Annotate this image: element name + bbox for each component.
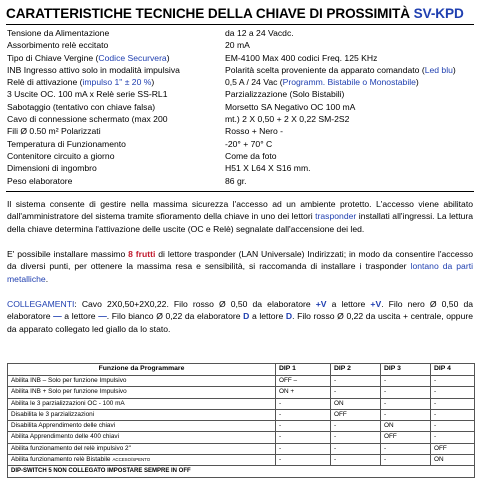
spec-value: -20° + 70° C bbox=[225, 138, 273, 149]
header-dip4: DIP 4 bbox=[431, 364, 475, 376]
spec-label: Dimensioni di ingombro bbox=[7, 163, 97, 174]
table-row bbox=[8, 409, 475, 420]
header-dip3: DIP 3 bbox=[381, 364, 431, 376]
spec-value: 0,5 A / 24 Vac (Programm. Bistabile o Monostabile) bbox=[225, 77, 419, 88]
table-row bbox=[8, 376, 475, 387]
spec-value: Come da foto bbox=[225, 150, 277, 161]
function-cell: Abilita le 3 parzializzazioni OC - 100 mA bbox=[8, 398, 276, 409]
dip3-cell: ON bbox=[381, 421, 431, 432]
spec-row bbox=[7, 39, 477, 51]
dip1-cell: - bbox=[276, 409, 331, 420]
spec-value: 86 gr. bbox=[225, 175, 247, 186]
dip2-cell: - bbox=[331, 455, 381, 466]
trasponder-link: trasponder bbox=[315, 211, 357, 222]
spec-row bbox=[7, 125, 477, 137]
spec-value: H51 X L64 X S16 mm. bbox=[225, 163, 311, 174]
dip2-cell: - bbox=[331, 421, 381, 432]
spec-label: 3 Uscite OC. 100 mA x Relè serie SS-RL1 bbox=[7, 89, 168, 100]
dip1-cell: - bbox=[276, 443, 331, 454]
spec-value: 20 mA bbox=[225, 40, 250, 51]
spec-label: Relè di attivazione (impulso 1" ± 20 %) bbox=[7, 77, 155, 88]
dip4-cell: - bbox=[431, 409, 475, 420]
spec-value: Polarità scelta proveniente da apparato comandato (Led blu) bbox=[225, 64, 456, 75]
dip2-cell: - bbox=[331, 376, 381, 387]
spec-value: EM-4100 Max 400 codici Freq. 125 KHz bbox=[225, 52, 378, 63]
dip1-cell: - bbox=[276, 455, 331, 466]
spec-label: Peso elaboratore bbox=[7, 175, 73, 186]
spec-value: Morsetto SA Negativo OC 100 mA bbox=[225, 101, 356, 112]
spec-value: mt.) 2 X 0,50 + 2 X 0,22 SM-2S2 bbox=[225, 114, 350, 125]
function-cell: Disabilita Apprendimento delle chiavi bbox=[8, 421, 276, 432]
table-row bbox=[8, 455, 475, 466]
installation-paragraph: E' possibile installare massimo 8 frutti di lettore trasponder (LAN Universale) Indirizzati; in modo da consentire l'accesso da diversi punti, per ottenere la massima resa e sensibilità, si raccomanda di installare i trasponder lontano da parti metalliche. bbox=[7, 249, 473, 284]
header-dip1: DIP 1 bbox=[276, 364, 331, 376]
dip2-cell: - bbox=[331, 443, 381, 454]
spec-row bbox=[7, 162, 477, 174]
table-header-row bbox=[8, 364, 475, 376]
spec-row bbox=[7, 113, 477, 125]
spec-row bbox=[7, 88, 477, 100]
spec-label: Tipo di Chiave Vergine (Codice Securvera) bbox=[7, 52, 170, 63]
dip4-cell: ON bbox=[431, 455, 475, 466]
spec-row bbox=[7, 150, 477, 162]
dip2-cell: - bbox=[331, 387, 381, 398]
dip3-cell: - bbox=[381, 398, 431, 409]
dip4-cell: OFF bbox=[431, 443, 475, 454]
spec-label: Temperatura di Funzionamento bbox=[7, 138, 126, 149]
table-row bbox=[8, 398, 475, 409]
dip2-cell: ON bbox=[331, 398, 381, 409]
dip1-cell: - bbox=[276, 421, 331, 432]
title-main: CARATTERISTICHE TECNICHE DELLA CHIAVE DI PROSSIMITÀ bbox=[6, 6, 410, 21]
table-row bbox=[8, 443, 475, 454]
description-paragraph: Il sistema consente di gestire nella massima sicurezza l'accesso ad un ambiente protetto. L'accesso viene abilitato dall'amministratore del sistema tramite sfioramento della chiave in uno dei lettori trasponder installati all'ingressi. La lettura della chiave determina l'attivazione delle uscite (OC e Relè) segnalate dall'accensione dei led. bbox=[7, 199, 474, 234]
table-note-row bbox=[8, 466, 475, 477]
dip4-cell: - bbox=[431, 376, 475, 387]
header-function: Funzione da Programmare bbox=[8, 364, 276, 376]
dip3-cell: - bbox=[381, 455, 431, 466]
header-dip2: DIP 2 bbox=[331, 364, 381, 376]
spec-value: Parzializzazione (Solo Bistabili) bbox=[225, 89, 345, 100]
spec-value: Rosso + Nero - bbox=[225, 126, 284, 137]
metal-warning-link: lontano da parti metalliche bbox=[7, 261, 473, 284]
spec-row bbox=[7, 175, 477, 187]
function-cell: Abilita INB + Solo per funzione Impulsivo bbox=[8, 387, 276, 398]
spec-label: Cavo di connessione schermato (max 200 bbox=[7, 114, 168, 125]
max-readers-highlight: 8 frutti bbox=[128, 249, 156, 259]
spec-label: Sabotaggio (tentativo con chiave falsa) bbox=[7, 101, 156, 112]
spec-row bbox=[7, 27, 477, 39]
spec-row bbox=[7, 101, 477, 113]
spec-label: Fili Ø 0.50 m² Polarizzati bbox=[7, 126, 101, 137]
title-rule bbox=[6, 24, 474, 25]
function-cell: Abilita funzionamento del relè impulsivo 2" bbox=[8, 443, 276, 454]
dip1-cell: - bbox=[276, 398, 331, 409]
spec-row bbox=[7, 76, 477, 88]
dip-switch-table bbox=[7, 363, 475, 478]
spec-label: INB Ingresso attivo solo in modalità impulsiva bbox=[7, 64, 180, 75]
spec-row bbox=[7, 138, 477, 150]
dip1-cell: ON + bbox=[276, 387, 331, 398]
dip4-cell: - bbox=[431, 387, 475, 398]
table-row bbox=[8, 421, 475, 432]
function-cell: Abilita Apprendimento delle 400 chiavi bbox=[8, 432, 276, 443]
dip1-cell: - bbox=[276, 432, 331, 443]
table-row bbox=[8, 432, 475, 443]
dip2-cell: - bbox=[331, 432, 381, 443]
spec-label: Contenitore circuito a giorno bbox=[7, 150, 115, 161]
dip1-cell: OFF – bbox=[276, 376, 331, 387]
function-cell: Disabilita le 3 parzializzazioni bbox=[8, 409, 276, 420]
function-cell: Abilita INB – Solo per funzione Impulsivo bbox=[8, 376, 276, 387]
connections-label: COLLEGAMENTI bbox=[7, 299, 75, 309]
dip3-cell: - bbox=[381, 387, 431, 398]
dip3-cell: - bbox=[381, 443, 431, 454]
specs-list bbox=[7, 27, 477, 187]
dip2-cell: OFF bbox=[331, 409, 381, 420]
dip3-cell: OFF bbox=[381, 432, 431, 443]
spec-value: da 12 a 24 Vacdc. bbox=[225, 28, 294, 38]
dip4-cell: - bbox=[431, 398, 475, 409]
dip4-cell: - bbox=[431, 421, 475, 432]
title-model: SV-KPD bbox=[413, 6, 464, 21]
spec-row bbox=[7, 52, 477, 64]
dip5-note: DIP-SWITCH 5 NON COLLEGATO IMPOSTARE SEMPRE IN OFF bbox=[8, 466, 475, 477]
spec-label: Assorbimento relè eccitato bbox=[7, 40, 109, 51]
connections-paragraph: COLLEGAMENTI: Cavo 2X0,50+2X0,22. Filo rosso Ø 0,50 da elaboratore +V a lettore +V. Filo nero Ø 0,50 da elaboratore — a lettore —. Filo bianco Ø 0,22 da elaboratore D a lettore D. Filo rosso Ø 0,22 da uscita + centrale, oppure da apparato collegato led giallo da lo stato. bbox=[7, 299, 474, 334]
function-cell: Abilita funzionamento relè Bistabile ACCESO/SPENTO bbox=[8, 455, 276, 466]
specs-rule bbox=[6, 191, 474, 192]
spec-row bbox=[7, 64, 477, 76]
dip4-cell: - bbox=[431, 432, 475, 443]
dip3-cell: - bbox=[381, 409, 431, 420]
spec-label: Tensione da Alimentazione bbox=[7, 28, 110, 38]
page-title bbox=[6, 6, 476, 21]
dip3-cell: - bbox=[381, 376, 431, 387]
table-row bbox=[8, 387, 475, 398]
